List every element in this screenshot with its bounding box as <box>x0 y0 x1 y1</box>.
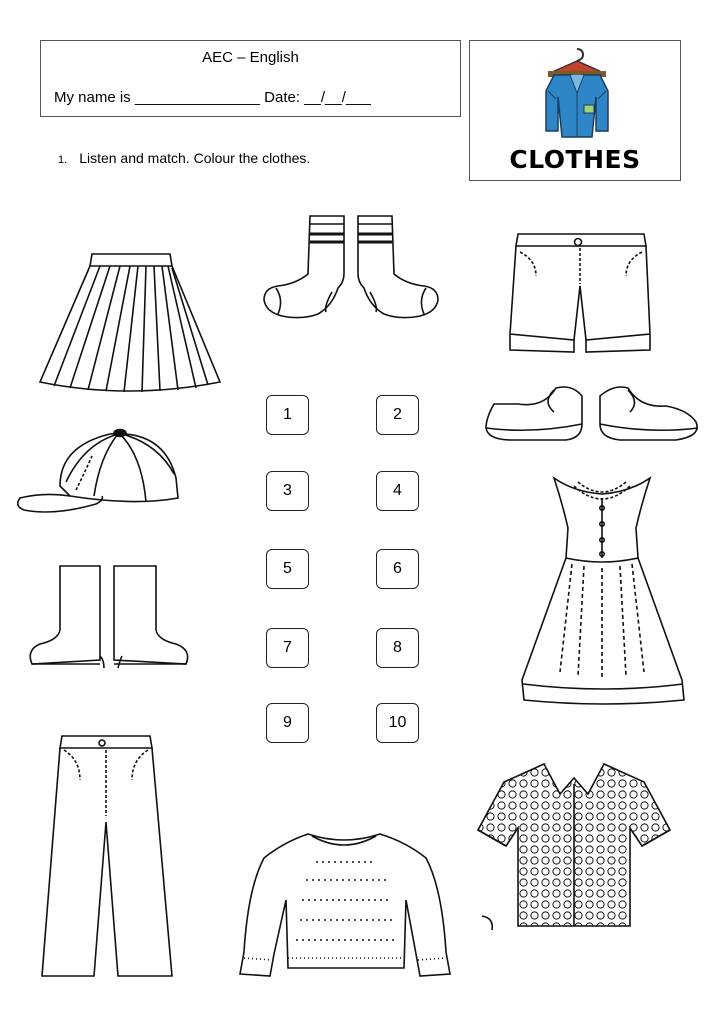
shoes-picture[interactable] <box>482 378 704 444</box>
trousers-picture[interactable] <box>40 732 176 980</box>
header-box <box>40 40 461 117</box>
number-box-2[interactable]: 2 <box>376 395 419 435</box>
instruction-number: 1. <box>58 154 68 166</box>
clothes-hanger-icon <box>542 47 612 139</box>
shorts-picture[interactable] <box>506 230 656 354</box>
boots-picture[interactable] <box>24 560 198 670</box>
number-box-3[interactable]: 3 <box>266 471 309 511</box>
number-box-8[interactable]: 8 <box>376 628 419 668</box>
name-date-line[interactable]: My name is _______________ Date: __/__/___ <box>54 89 371 106</box>
number-box-6[interactable]: 6 <box>376 549 419 589</box>
number-box-10[interactable]: 10 <box>376 703 419 743</box>
number-box-5[interactable]: 5 <box>266 549 309 589</box>
number-box-1[interactable]: 1 <box>266 395 309 435</box>
number-box-4[interactable]: 4 <box>376 471 419 511</box>
number-box-9[interactable]: 9 <box>266 703 309 743</box>
cap-picture[interactable] <box>14 426 192 516</box>
header-title: AEC – English <box>202 49 299 66</box>
number-box-7[interactable]: 7 <box>266 628 309 668</box>
jumper-picture[interactable] <box>236 828 454 980</box>
title-box <box>469 40 681 181</box>
shirt-picture[interactable] <box>474 756 674 932</box>
skirt-picture[interactable] <box>38 250 222 398</box>
instruction-text: Listen and match. Colour the clothes. <box>79 150 311 166</box>
instruction <box>58 150 310 166</box>
dress-picture[interactable] <box>520 472 686 704</box>
socks-picture[interactable] <box>262 210 440 326</box>
worksheet-title: CLOTHES <box>509 145 641 174</box>
